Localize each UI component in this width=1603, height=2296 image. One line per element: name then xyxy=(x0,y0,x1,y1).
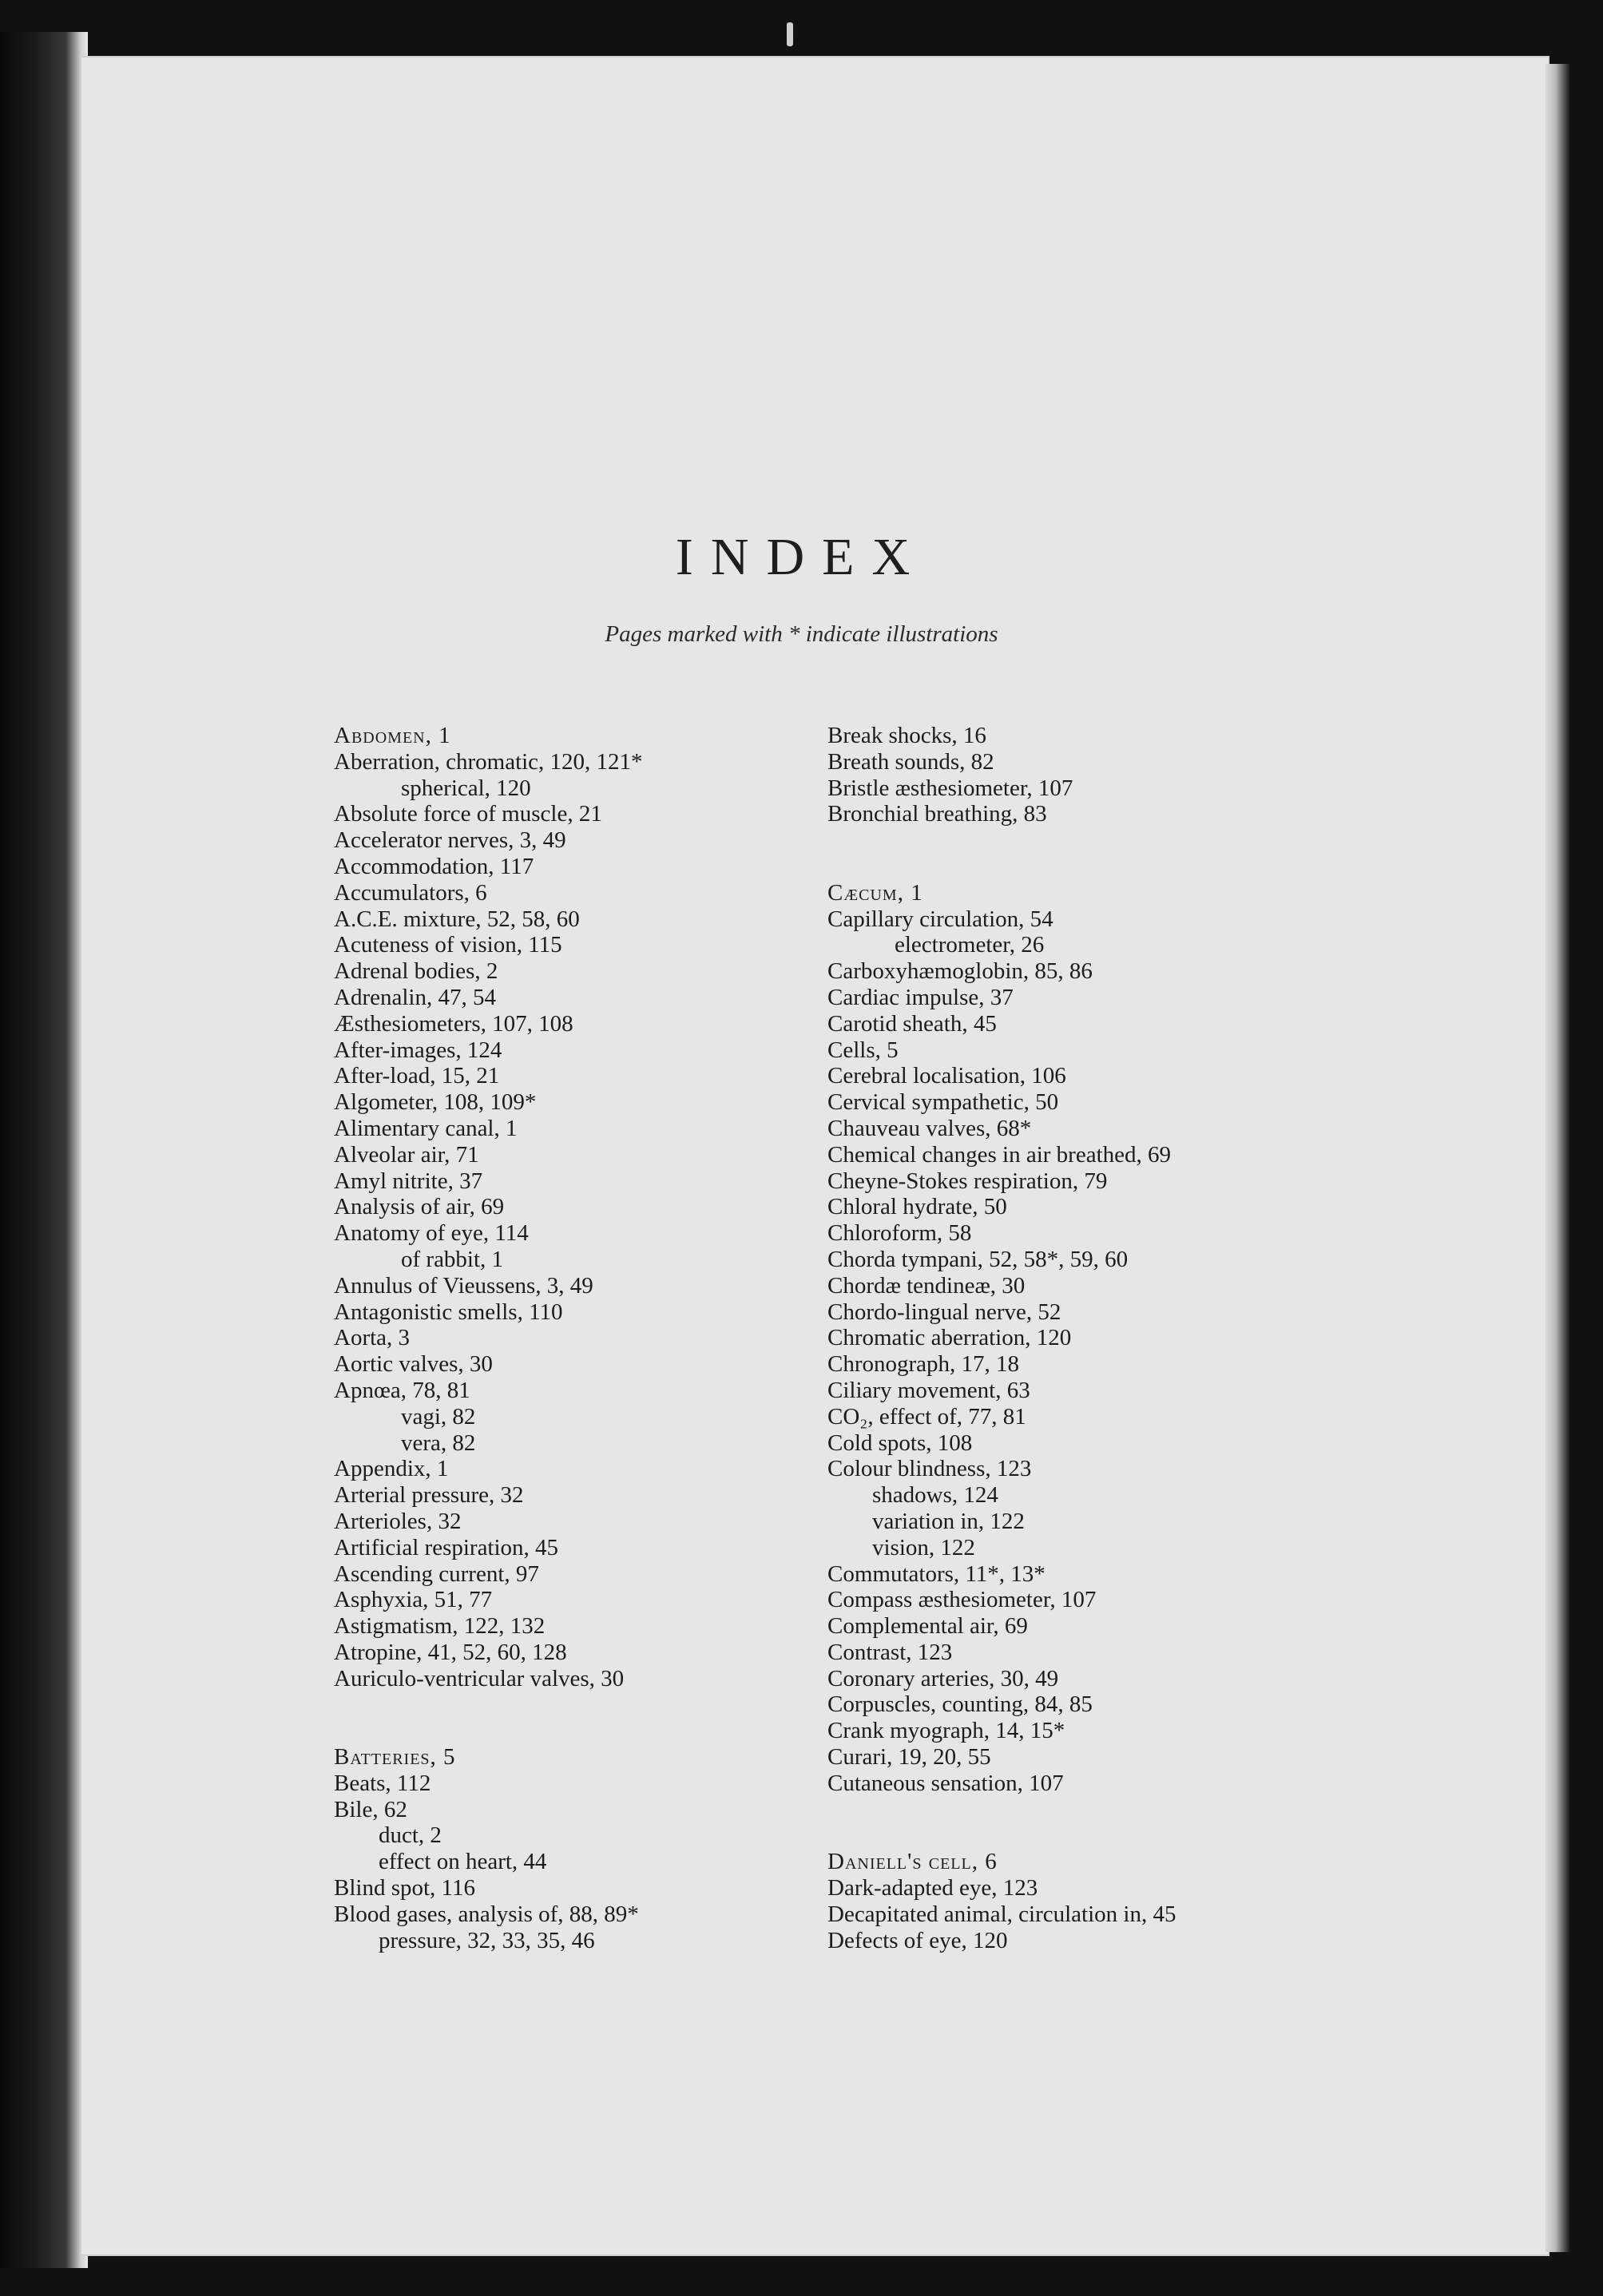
index-entry: Carotid sheath, 45 xyxy=(827,1010,997,1037)
index-entry: CO₂, effect of, 77, 81 xyxy=(827,1403,1026,1430)
index-entry: Capillary circulation, 54 xyxy=(827,906,1053,932)
index-entry: Absolute force of muscle, 21 xyxy=(334,801,602,827)
index-entry: Chloral hydrate, 50 xyxy=(827,1194,1007,1220)
index-entry: Crank myograph, 14, 15* xyxy=(827,1718,1065,1744)
index-entry: Contrast, 123 xyxy=(827,1639,953,1665)
index-entry: Carboxyhæmoglobin, 85, 86 xyxy=(827,958,1093,985)
index-entry: Aorta, 3 xyxy=(334,1325,411,1351)
index-entry xyxy=(334,1691,845,1718)
index-entry: Curari, 19, 20, 55 xyxy=(827,1744,991,1771)
index-entry: Blind spot, 116 xyxy=(334,1875,475,1901)
index-entry: Auriculo-ventricular valves, 30 xyxy=(334,1665,625,1691)
index-entry: Breath sounds, 82 xyxy=(827,748,994,775)
index-entry: Chordo-lingual nerve, 52 xyxy=(827,1299,1061,1325)
index-entry: Acuteness of vision, 115 xyxy=(334,932,562,958)
index-entry: Amyl nitrite, 37 xyxy=(334,1168,483,1194)
index-entry: Alveolar air, 71 xyxy=(334,1141,479,1168)
page-subtitle: Pages marked with * indicate illustrations xyxy=(605,621,998,647)
index-entry: Cheyne-Stokes respiration, 79 xyxy=(827,1168,1108,1194)
index-entry: Corpuscles, counting, 84, 85 xyxy=(827,1691,1093,1718)
index-entry: Cold spots, 108 xyxy=(827,1430,973,1456)
index-entry: Chronograph, 17, 18 xyxy=(827,1351,1020,1378)
binding-mark xyxy=(787,22,793,46)
index-entry: Æsthesiometers, 107, 108 xyxy=(334,1010,573,1037)
index-entry: Anatomy of eye, 114 xyxy=(334,1220,529,1247)
index-entry: Aberration, chromatic, 120, 121* xyxy=(334,748,643,775)
index-entry: Aortic valves, 30 xyxy=(334,1351,493,1378)
index-entry: Cæcum, 1 xyxy=(827,879,923,906)
index-entry: effect on heart, 44 xyxy=(379,1849,547,1875)
index-entry: Ascending current, 97 xyxy=(334,1560,539,1587)
index-entry: Appendix, 1 xyxy=(334,1456,449,1482)
index-entry: Chloroform, 58 xyxy=(827,1220,972,1247)
index-entry: A.C.E. mixture, 52, 58, 60 xyxy=(334,906,580,932)
index-entry: Daniell's cell, 6 xyxy=(827,1849,998,1875)
index-entry: Colour blindness, 123 xyxy=(827,1456,1032,1482)
index-entry xyxy=(334,1718,845,1744)
index-entry: Bronchial breathing, 83 xyxy=(827,801,1047,827)
index-entry: Chordæ tendineæ, 30 xyxy=(827,1272,1026,1299)
index-entry: variation in, 122 xyxy=(872,1508,1025,1534)
index-entry: Chemical changes in air breathed, 69 xyxy=(827,1141,1172,1168)
index-entry: Adrenalin, 47, 54 xyxy=(334,984,496,1010)
index-entry: Bristle æsthesiometer, 107 xyxy=(827,775,1073,801)
index-entry: Apnœa, 78, 81 xyxy=(334,1377,470,1403)
index-entry: Accumulators, 6 xyxy=(334,879,487,906)
index-entry: Chromatic aberration, 120 xyxy=(827,1325,1072,1351)
index-entry: Bile, 62 xyxy=(334,1796,407,1822)
page-title: INDEX xyxy=(675,528,928,586)
index-entry xyxy=(827,854,1339,880)
index-entry: Chauveau valves, 68* xyxy=(827,1115,1032,1141)
index-entry: After-load, 15, 21 xyxy=(334,1063,500,1089)
index-entry: Batteries, 5 xyxy=(334,1744,456,1771)
index-entry: After-images, 124 xyxy=(334,1037,502,1063)
index-entry: vision, 122 xyxy=(872,1534,975,1560)
index-entry: vagi, 82 xyxy=(401,1403,476,1430)
index-entry: vera, 82 xyxy=(401,1430,476,1456)
index-entry: Beats, 112 xyxy=(334,1770,431,1796)
index-entry: spherical, 120 xyxy=(401,775,531,801)
index-column-right xyxy=(827,723,1339,1953)
index-entry: Coronary arteries, 30, 49 xyxy=(827,1665,1059,1691)
index-column-left xyxy=(334,723,845,1953)
index-entry: Adrenal bodies, 2 xyxy=(334,958,498,985)
index-entry: Chorda tympani, 52, 58*, 59, 60 xyxy=(827,1246,1129,1272)
index-entry: Complemental air, 69 xyxy=(827,1613,1028,1640)
index-entry xyxy=(827,827,1339,854)
index-entry: duct, 2 xyxy=(379,1822,442,1849)
index-entry: pressure, 32, 33, 35, 46 xyxy=(379,1927,595,1953)
index-entry: Asphyxia, 51, 77 xyxy=(334,1587,493,1613)
index-entry: Arterial pressure, 32 xyxy=(334,1482,524,1509)
index-entry: Artificial respiration, 45 xyxy=(334,1534,559,1560)
index-entry xyxy=(827,1822,1339,1849)
index-entry: Annulus of Vieussens, 3, 49 xyxy=(334,1272,593,1299)
index-entry: Cells, 5 xyxy=(827,1037,899,1063)
index-entry: Dark-adapted eye, 123 xyxy=(827,1875,1038,1901)
facing-page-edge xyxy=(0,32,88,2268)
index-entry: Commutators, 11*, 13* xyxy=(827,1560,1046,1587)
index-entry: Accommodation, 117 xyxy=(334,853,534,879)
index-entry: Decapitated animal, circulation in, 45 xyxy=(827,1901,1176,1927)
index-entry: Break shocks, 16 xyxy=(827,723,986,748)
index-entry: Arterioles, 32 xyxy=(334,1508,462,1534)
index-entry: Ciliary movement, 63 xyxy=(827,1377,1030,1403)
index-entry: electrometer, 26 xyxy=(895,932,1045,958)
index-entry: Cardiac impulse, 37 xyxy=(827,984,1014,1010)
index-entry: Blood gases, analysis of, 88, 89* xyxy=(334,1901,639,1927)
index-entry: Abdomen, 1 xyxy=(334,723,451,748)
index-entry: Cerebral localisation, 106 xyxy=(827,1063,1066,1089)
index-entry: Atropine, 41, 52, 60, 128 xyxy=(334,1639,567,1665)
index-entry: Algometer, 108, 109* xyxy=(334,1089,537,1116)
index-entry: shadows, 124 xyxy=(872,1482,998,1509)
index-entry: Cutaneous sensation, 107 xyxy=(827,1770,1064,1796)
page-right-edge xyxy=(1545,64,1569,2252)
index-entry: Cervical sympathetic, 50 xyxy=(827,1089,1059,1116)
index-entry: Compass æsthesiometer, 107 xyxy=(827,1587,1097,1613)
index-entry: Analysis of air, 69 xyxy=(334,1194,505,1220)
index-entry: Accelerator nerves, 3, 49 xyxy=(334,827,566,854)
index-entry: of rabbit, 1 xyxy=(401,1246,504,1272)
index-entry: Antagonistic smells, 110 xyxy=(334,1299,563,1325)
index-entry: Alimentary canal, 1 xyxy=(334,1115,518,1141)
index-entry: Astigmatism, 122, 132 xyxy=(334,1613,546,1640)
index-entry xyxy=(827,1797,1339,1823)
index-entry: Defects of eye, 120 xyxy=(827,1927,1008,1953)
